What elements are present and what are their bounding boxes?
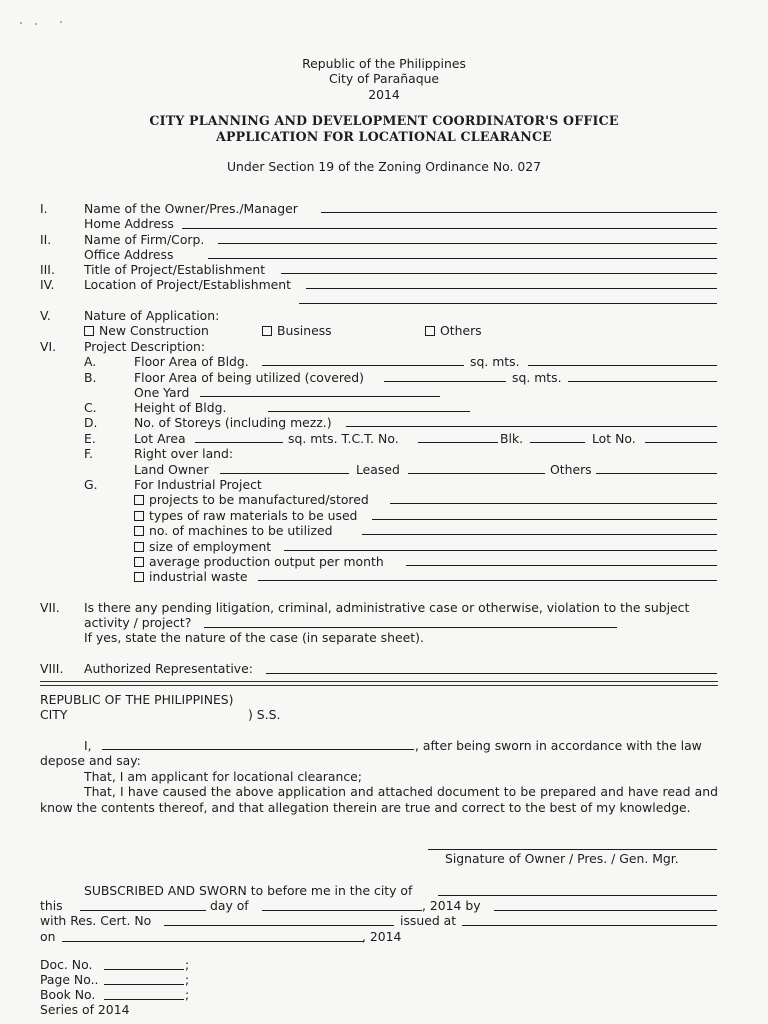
scan-speck — [20, 22, 22, 24]
project-location-label: Location of Project/Establishment — [84, 277, 291, 292]
authorized-rep-label: Authorized Representative: — [84, 661, 253, 676]
form-title: APPLICATION FOR LOCATIONAL CLEARANCE — [216, 129, 552, 144]
series-label: Series of 2014 — [40, 1002, 130, 1017]
form-subtitle: Under Section 19 of the Zoning Ordinance No. 027 — [226, 159, 542, 174]
industrial-item-label: no. of machines to be utilized — [149, 523, 333, 538]
doc-no-label: Doc. No. — [40, 957, 93, 972]
firm-name-label: Name of Firm/Corp. — [84, 232, 205, 247]
land-others-label: Others — [550, 462, 592, 477]
section-number: III. — [40, 262, 55, 277]
floor-utilized-field[interactable] — [384, 381, 506, 382]
signature-line[interactable] — [428, 849, 717, 850]
divider — [40, 681, 718, 682]
blk-field[interactable] — [530, 442, 585, 443]
one-yard-field[interactable] — [200, 396, 440, 397]
oath-paragraph-2: That, I have caused the above application and attached document to be prepared and have read and know the contents thereof, and that allegation therein are true and correct to the best of my knowledge. — [40, 784, 718, 815]
issued-at-field[interactable] — [462, 925, 717, 926]
industrial-item-label: average production output per month — [149, 554, 384, 569]
industrial-item[interactable] — [134, 554, 384, 569]
firm-name-field[interactable] — [218, 243, 717, 244]
issued-at-label: issued at — [400, 913, 457, 928]
industrial-item-field[interactable] — [372, 519, 717, 520]
industrial-item[interactable] — [134, 492, 369, 507]
checkbox[interactable] — [425, 326, 435, 336]
owner-name-label: Name of the Owner/Pres./Manager — [84, 201, 298, 216]
height-label: Height of Bldg. — [134, 400, 227, 415]
item-letter: C. — [84, 400, 97, 415]
book-no-label: Book No. — [40, 987, 96, 1002]
res-cert-field[interactable] — [164, 925, 394, 926]
item-letter: A. — [84, 354, 97, 369]
others-label: Others — [440, 323, 482, 338]
office-title: CITY PLANNING AND DEVELOPMENT COORDINATOR'S OFFICE — [149, 113, 619, 128]
sqmts-label: sq. mts. — [470, 354, 520, 369]
project-description-label: Project Description: — [84, 339, 206, 354]
section-number: VII. — [40, 600, 60, 615]
page-no-label: Page No.. — [40, 972, 99, 987]
new-construction-option[interactable] — [84, 323, 209, 338]
floor-area-label: Floor Area of Bldg. — [134, 354, 249, 369]
oath-ss: ) S.S. — [248, 707, 281, 722]
industrial-item-field[interactable] — [362, 534, 717, 535]
this-label: this — [40, 898, 63, 913]
header-republic: Republic of the Philippines — [302, 56, 466, 71]
oath-republic: REPUBLIC OF THE PHILIPPINES) — [40, 692, 234, 707]
sworn-by-field[interactable] — [494, 910, 717, 911]
checkbox[interactable] — [134, 557, 144, 567]
leased-label: Leased — [356, 462, 400, 477]
industrial-item-label: industrial waste — [149, 569, 248, 584]
floor-area-extra-field[interactable] — [528, 365, 717, 366]
item-letter: D. — [84, 415, 98, 430]
item-letter: G. — [84, 477, 98, 492]
semicolon: ; — [185, 957, 190, 972]
section-number: I. — [40, 201, 48, 216]
sqmts-label: sq. mts. — [512, 370, 562, 385]
section-number: V. — [40, 308, 51, 323]
item-letter: E. — [84, 431, 96, 446]
item-letter: B. — [84, 370, 97, 385]
section-number: VIII. — [40, 661, 64, 676]
oath-paragraph-1: That, I am applicant for locational clearance; — [84, 769, 362, 784]
book-no-field[interactable] — [104, 999, 184, 1000]
industrial-item-field[interactable] — [258, 580, 717, 581]
industrial-item[interactable] — [134, 523, 332, 538]
checkbox[interactable] — [84, 326, 94, 336]
oath-after-sworn: , after being sworn in accordance with the law — [415, 738, 702, 753]
right-over-land-label: Right over land: — [134, 446, 234, 461]
lot-area-field[interactable] — [195, 442, 283, 443]
leased-field[interactable] — [408, 473, 545, 474]
storeys-field[interactable] — [346, 426, 717, 427]
land-owner-label: Land Owner — [134, 462, 209, 477]
new-construction-label: New Construction — [99, 323, 209, 338]
item-letter: F. — [84, 446, 94, 461]
day-of-label: day of — [210, 898, 249, 913]
storeys-label: No. of Storeys (including mezz.) — [134, 415, 332, 430]
divider — [40, 685, 718, 686]
on-year-label: , 2014 — [362, 929, 402, 944]
oath-depose: depose and say: — [40, 753, 141, 768]
project-title-label: Title of Project/Establishment — [84, 262, 266, 277]
project-title-field[interactable] — [281, 273, 717, 274]
checkbox[interactable] — [134, 495, 144, 505]
day-field[interactable] — [80, 910, 206, 911]
scan-speck — [35, 23, 37, 25]
litigation-note: If yes, state the nature of the case (in separate sheet). — [84, 630, 424, 645]
one-yard-label: One Yard — [134, 385, 190, 400]
scan-speck — [60, 21, 62, 23]
checkbox[interactable] — [134, 526, 144, 536]
industrial-item-label: size of employment — [149, 539, 272, 554]
month-field[interactable] — [262, 910, 422, 911]
litigation-field[interactable] — [204, 627, 617, 628]
project-location-field[interactable] — [306, 288, 717, 289]
height-field[interactable] — [268, 411, 470, 412]
project-location-field-2[interactable] — [299, 303, 717, 304]
others-option[interactable] — [425, 323, 482, 338]
lot-no-label: Lot No. — [592, 431, 636, 446]
section-number: VI. — [40, 339, 57, 354]
oath-city: CITY — [40, 707, 68, 722]
semicolon: ; — [185, 972, 190, 987]
office-address-field[interactable] — [208, 258, 717, 259]
business-option[interactable] — [262, 323, 332, 338]
litigation-question-2: activity / project? — [84, 615, 192, 630]
tct-field[interactable] — [418, 442, 498, 443]
year-by-label: , 2014 by — [422, 898, 481, 913]
lot-area-label: Lot Area — [134, 431, 186, 446]
home-address-label: Home Address — [84, 216, 174, 231]
section-number: IV. — [40, 277, 55, 292]
nature-label: Nature of Application: — [84, 308, 220, 323]
semicolon: ; — [185, 987, 190, 1002]
industrial-item-field[interactable] — [390, 503, 717, 504]
industrial-label: For Industrial Project — [134, 477, 262, 492]
blk-label: Blk. — [500, 431, 524, 446]
authorized-rep-field[interactable] — [266, 673, 717, 674]
land-others-field[interactable] — [596, 473, 717, 474]
industrial-item[interactable] — [134, 539, 271, 554]
header-city: City of Parañaque — [328, 71, 440, 86]
oath-i: I, — [84, 738, 92, 753]
section-number: II. — [40, 232, 52, 247]
industrial-item-field[interactable] — [284, 550, 717, 551]
signature-label: Signature of Owner / Pres. / Gen. Mgr. — [445, 851, 679, 866]
owner-name-field[interactable] — [321, 212, 717, 213]
industrial-item[interactable] — [134, 569, 248, 584]
checkbox[interactable] — [134, 511, 144, 521]
on-label: on — [40, 929, 56, 944]
industrial-item[interactable] — [134, 508, 357, 523]
issued-on-field[interactable] — [62, 941, 364, 942]
affiant-name-field[interactable] — [102, 749, 414, 750]
office-address-label: Office Address — [84, 247, 174, 262]
header-year: 2014 — [368, 87, 400, 102]
home-address-field[interactable] — [182, 228, 717, 229]
floor-utilized-label: Floor Area of being utilized (covered) — [134, 370, 364, 385]
floor-utilized-extra-field[interactable] — [568, 381, 717, 382]
tct-label: sq. mts. T.C.T. No. — [288, 431, 399, 446]
notary-city-field[interactable] — [438, 895, 717, 896]
doc-no-field[interactable] — [104, 969, 184, 970]
floor-area-field[interactable] — [262, 365, 464, 366]
industrial-item-field[interactable] — [406, 565, 717, 566]
industrial-item-label: types of raw materials to be used — [149, 508, 358, 523]
checkbox[interactable] — [134, 542, 144, 552]
land-owner-field[interactable] — [220, 473, 349, 474]
res-cert-label: with Res. Cert. No — [40, 913, 152, 928]
business-label: Business — [277, 323, 332, 338]
page-no-field[interactable] — [104, 984, 184, 985]
checkbox[interactable] — [262, 326, 272, 336]
industrial-item-label: projects to be manufactured/stored — [149, 492, 369, 507]
litigation-question: Is there any pending litigation, criminal, administrative case or otherwise, violation to the subject — [84, 600, 690, 615]
lot-no-field[interactable] — [645, 442, 717, 443]
checkbox[interactable] — [134, 572, 144, 582]
subscribed-label: SUBSCRIBED AND SWORN to before me in the city of — [84, 883, 413, 898]
